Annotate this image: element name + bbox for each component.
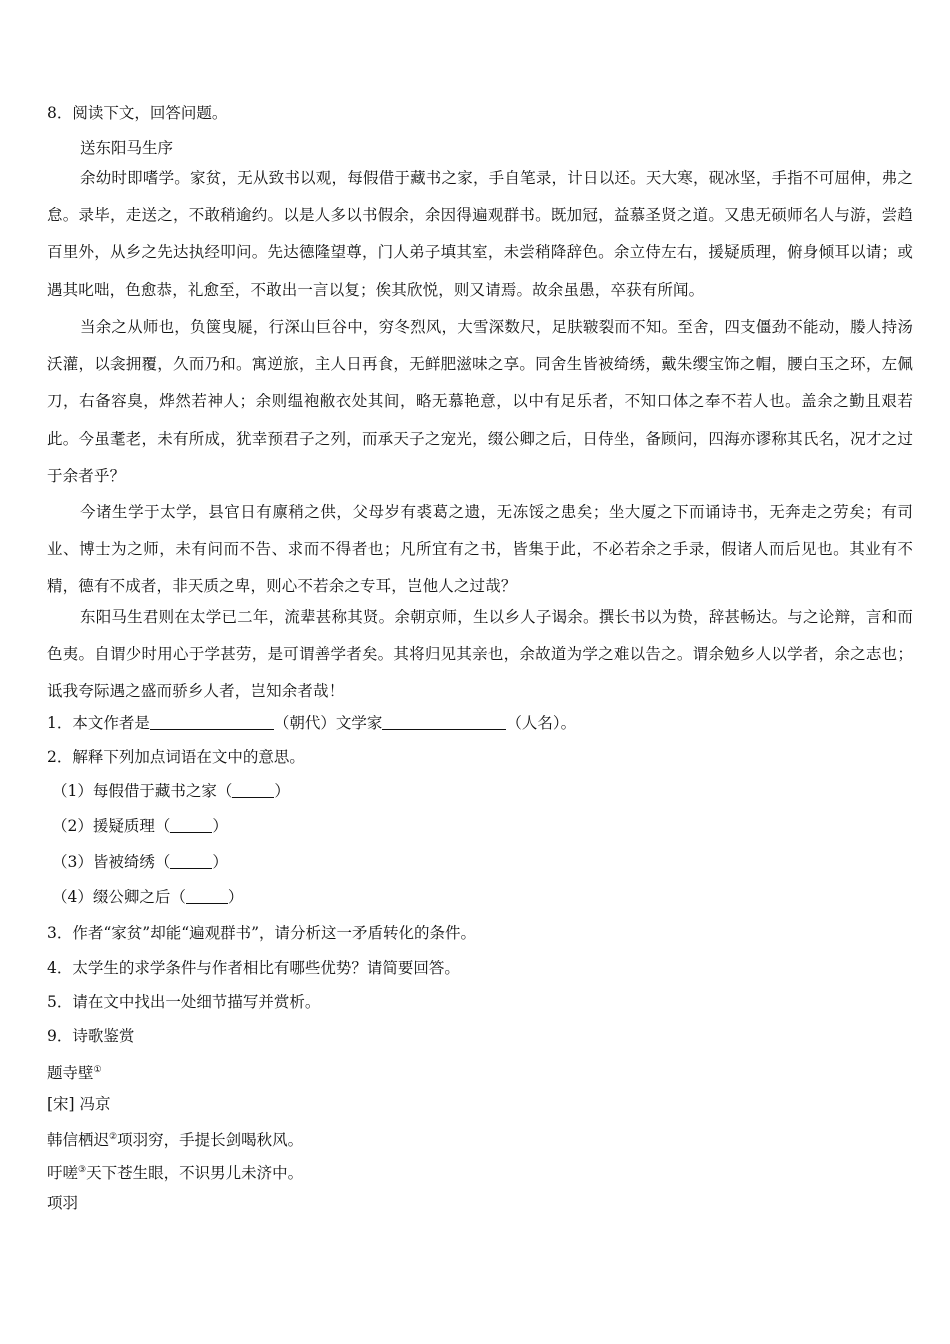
item-end: ）: [212, 853, 228, 871]
footnote-marker: ③: [78, 1165, 87, 1175]
answer-blank[interactable]: [232, 782, 274, 798]
essay-paragraph-3: 今诸生学于太学，县官日有廪稍之供，父母岁有裘葛之遗，无冻馁之患矣；坐大厦之下而诵诗书，无奔走之劳矣；有司业、博士为之师，未有问而不告、求而不得者也；凡所宜有之书，皆集于此，不必若余之手录，假诸人而后见也。其业有不精，德有不成者，非天质之卑，则心不若余之专耳，岂他人之过哉？: [47, 503, 913, 596]
poem-line-1-a: 韩信栖迟: [47, 1131, 110, 1149]
sub-item-2: [52, 816, 228, 836]
essay-paragraph-4: 东阳马生君则在太学已二年，流辈甚称其贤。余朝京师，生以乡人子谒余。撰长书以为贽，辞甚畅达。与之论辩，言和而色夷。自谓少时用心于学甚劳，是可谓善学者矣。其将归见其亲也，余故道为学之难以告之。谓余勉乡人以学者，余之志也；诋我夸际遇之盛而骄乡人者，岂知余者哉！: [47, 608, 913, 701]
sub-item-3: [52, 852, 228, 872]
question-8-heading: 8．阅读下文，回答问题。: [47, 104, 228, 122]
sub1-text-c: （人名）。: [506, 714, 577, 732]
answer-blank[interactable]: [170, 817, 212, 833]
sub-question-1: [47, 713, 576, 733]
sub1-text-b: （朝代）文学家: [273, 714, 383, 732]
footnote-marker: ①: [93, 1065, 102, 1075]
poem-title-text: 题寺壁: [47, 1064, 94, 1082]
sub-item-1: [52, 781, 290, 801]
sub-question-3: 3．作者“家贫”却能“遍观群书”，请分析这一矛盾转化的条件。: [47, 924, 477, 942]
item-number: （3）: [52, 853, 93, 871]
dynasty-blank[interactable]: [150, 713, 274, 730]
sub-item-4: [52, 887, 243, 907]
poem-line-1: [47, 1127, 303, 1150]
sub-question-2: 2．解释下列加点词语在文中的意思。: [47, 748, 305, 766]
essay-title: 送东阳马生序: [80, 139, 174, 157]
question-9-heading: 9．诗歌鉴赏: [47, 1027, 135, 1045]
sub-question-5: 5．请在文中找出一处细节描写并赏析。: [47, 993, 321, 1011]
poem-line-1-b: 项羽穷，手提长剑喝秋风。: [117, 1131, 304, 1149]
item-text: 援疑质理（: [92, 817, 171, 835]
item-end: ）: [274, 782, 290, 800]
essay-paragraph-1: 余幼时即嗜学。家贫，无从致书以观，每假借于藏书之家，手自笔录，计日以还。天大寒，砚冰坚，手指不可屈伸，弗之怠。录毕，走送之，不敢稍逾约。以是人多以书假余，余因得遍观群书。既加冠，益慕圣贤之道。又患无硕师名人与游，尝趋百里外，从乡之先达执经叩问。先达德隆望尊，门人弟子填其室，未尝稍降辞色。余立侍左右，援疑质理，俯身倾耳以请；或遇其叱咄，色愈恭，礼愈至，不敢出一言以复；俟其欣悦，则又请焉。故余虽愚，卒获有所闻。: [47, 169, 913, 299]
trailing-text: 项羽: [47, 1194, 79, 1212]
essay-paragraph-2: 当余之从师也，负箧曳屣，行深山巨谷中，穷冬烈风，大雪深数尺，足肤皲裂而不知。至舍，四支僵劲不能动，媵人持汤沃灌，以衾拥覆，久而乃和。寓逆旅，主人日再食，无鲜肥滋味之享。同舍生皆被绮绣，戴朱缨宝饰之帽，腰白玉之环，左佩刀，右备容臭，烨然若神人；余则缊袍敝衣处其间，略无慕艳意，以中有足乐者，不知口体之奉不若人也。盖余之勤且艰若此。今虽耄老，未有所成，犹幸预君子之列，而承天子之宠光，缀公卿之后，日侍坐，备顾问，四海亦谬称其氏名，况才之过于余者乎？: [47, 318, 913, 485]
sub1-text-a: 1．本文作者是: [47, 714, 150, 732]
author-name-blank[interactable]: [382, 713, 506, 730]
item-number: （4）: [52, 888, 93, 906]
item-number: （1）: [52, 782, 93, 800]
item-end: ）: [227, 888, 244, 906]
item-text: 每假借于藏书之家（: [92, 782, 233, 800]
item-text: 皆被绮绣（: [92, 853, 171, 871]
item-end: ）: [212, 817, 228, 835]
sub-question-4: 4．太学生的求学条件与作者相比有哪些优势？请简要回答。: [47, 959, 460, 977]
poem-line-2-b: 天下苍生眼，不识男儿未济中。: [86, 1164, 304, 1182]
answer-blank[interactable]: [186, 888, 228, 904]
poem-line-2-a: 吁嗟: [47, 1164, 79, 1182]
poem-author: [宋] 冯京: [47, 1095, 111, 1113]
answer-blank[interactable]: [170, 853, 212, 869]
poem-title: [47, 1060, 102, 1083]
item-text: 缀公卿之后（: [92, 888, 186, 906]
item-number: （2）: [52, 817, 93, 835]
footnote-marker: ②: [109, 1132, 118, 1142]
poem-line-2: [47, 1160, 303, 1183]
